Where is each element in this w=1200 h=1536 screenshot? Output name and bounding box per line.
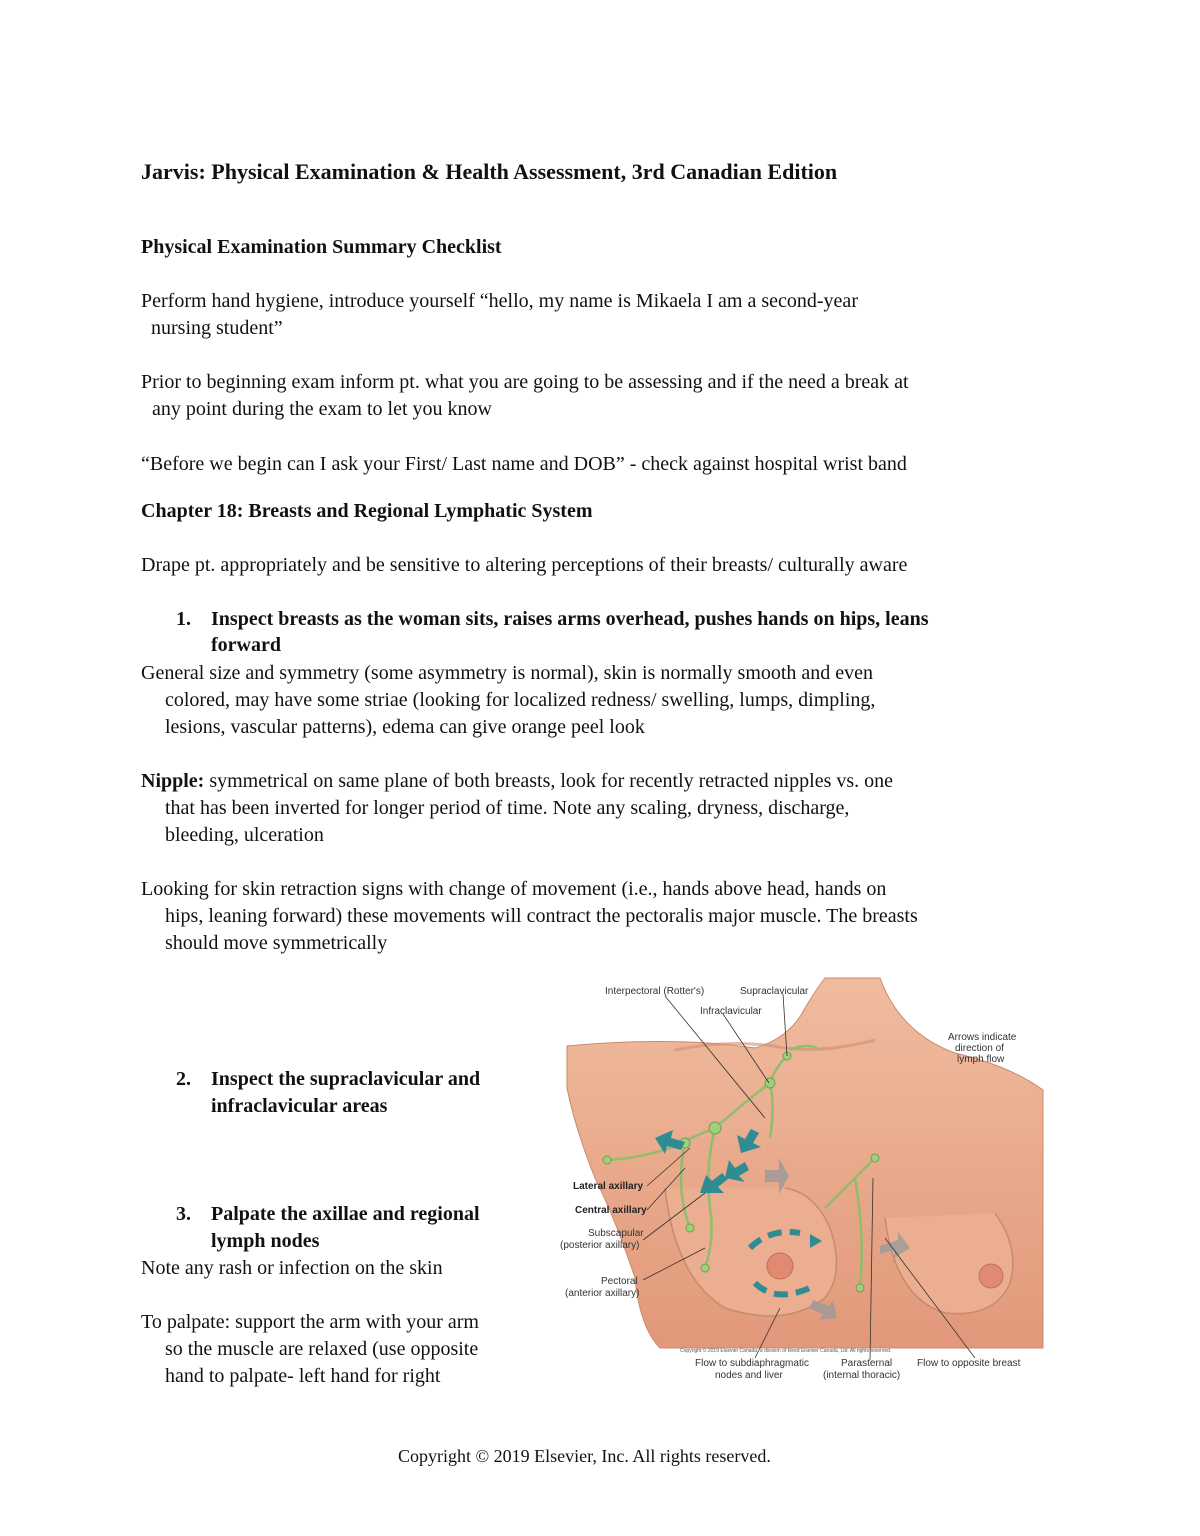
label-parasternal-1: Parasternal	[841, 1358, 893, 1369]
label-arrows-2: direction of	[955, 1043, 1004, 1054]
label-arrows-3: lymph flow	[957, 1054, 1005, 1065]
document-title: Jarvis: Physical Examination & Health Assessment, 3rd Canadian Edition	[141, 159, 838, 184]
label-subscapular-2: (posterior axillary)	[560, 1240, 640, 1251]
figure-copyright: Copyright © 2019 Elsevier Canada, a division of Reed Elsevier Canada, Ltd. All rights reserved.	[680, 1348, 892, 1354]
chapter-heading: Chapter 18: Breasts and Regional Lymphatic System	[141, 500, 593, 522]
label-pectoral-2: (anterior axillary)	[565, 1288, 640, 1299]
step-3-number: 3.	[176, 1203, 191, 1225]
drape-instruction: Drape pt. appropriately and be sensitive to altering perceptions of their breasts/ culturally aware	[141, 554, 908, 576]
intro-paragraph-2	[141, 369, 909, 423]
nipple-line-1-text: symmetrical on same plane of both breasts, look for recently retracted nipples vs. one	[204, 770, 894, 792]
label-parasternal-2: (internal thoracic)	[823, 1370, 901, 1381]
palpate-paragraph	[141, 1309, 479, 1390]
nipple-line-2: that has been inverted for longer period of time. Note any scaling, dryness, discharge,	[165, 797, 850, 819]
nipple-paragraph	[141, 768, 893, 849]
left-nipple	[767, 1253, 793, 1279]
retraction-line-1: Looking for skin retraction signs with change of movement (i.e., hands above head, hands on	[141, 878, 887, 900]
right-nipple	[979, 1264, 1003, 1288]
nipple-line-1	[141, 768, 893, 795]
retraction-line-3: should move symmetrically	[165, 932, 388, 954]
step-1-title-line-2: forward	[211, 634, 281, 656]
step-2-title-line-2: infraclavicular areas	[211, 1095, 388, 1117]
general-line-3: lesions, vascular patterns), edema can give orange peel look	[165, 716, 645, 738]
step-1-title-line-1: Inspect breasts as the woman sits, raises arms overhead, pushes hands on hips, leans	[211, 608, 929, 630]
label-pectoral-1: Pectoral	[601, 1276, 638, 1287]
step-2-number: 2.	[176, 1068, 191, 1090]
palpate-line-1: To palpate: support the arm with your arm	[141, 1311, 479, 1333]
general-line-1: General size and symmetry (some asymmetry is normal), skin is normally smooth and even	[141, 662, 874, 684]
step-3-title	[211, 1201, 480, 1255]
step-1-number: 1.	[176, 608, 191, 630]
step-3-title-line-2: lymph nodes	[211, 1230, 320, 1252]
label-supraclavicular: Supraclavicular	[740, 986, 809, 997]
general-size-paragraph	[141, 660, 875, 741]
nipple-label: Nipple:	[141, 770, 205, 792]
footer-copyright: Copyright © 2019 Elsevier, Inc. All rights reserved.	[398, 1446, 771, 1466]
axilla-note: Note any rash or infection on the skin	[141, 1257, 443, 1279]
step-2-title-line-1: Inspect the supraclavicular and	[211, 1068, 481, 1090]
label-flow-subdiaphragmatic-1: Flow to subdiaphragmatic	[695, 1358, 809, 1369]
nipple-line-3: bleeding, ulceration	[165, 824, 324, 846]
lymph-drainage-illustration	[555, 978, 1045, 1381]
step-1-title	[211, 606, 929, 658]
intro-paragraph-1	[141, 288, 858, 342]
intro-paragraph-3: “Before we begin can I ask your First/ Last name and DOB” - check against hospital wrist band	[141, 453, 907, 475]
intro-paragraph-2-line-2: any point during the exam to let you know	[152, 398, 492, 420]
intro-paragraph-2-line-1: Prior to beginning exam inform pt. what you are going to be assessing and if the need a break at	[141, 371, 909, 393]
label-flow-subdiaphragmatic-2: nodes and liver	[715, 1370, 783, 1381]
general-line-2: colored, may have some striae (looking for localized redness/ swelling, lumps, dimpling,	[165, 689, 876, 711]
label-lateral-axillary: Lateral axillary	[573, 1181, 644, 1192]
label-interpectoral: Interpectoral (Rotter's)	[605, 986, 705, 997]
step-3-title-line-1: Palpate the axillae and regional	[211, 1203, 480, 1225]
palpate-line-3: hand to palpate- left hand for right	[165, 1365, 441, 1387]
lymph-drainage-figure	[555, 978, 1045, 1381]
label-flow-opposite: Flow to opposite breast	[917, 1358, 1021, 1369]
label-subscapular-1: Subscapular	[588, 1228, 644, 1239]
intro-paragraph-1-line-2: nursing student”	[151, 317, 283, 339]
retraction-line-2: hips, leaning forward) these movements will contract the pectoralis major muscle. The breasts	[165, 905, 918, 927]
label-central-axillary: Central axillary	[575, 1205, 647, 1216]
palpate-line-2: so the muscle are relaxed (use opposite	[165, 1338, 479, 1360]
retraction-paragraph	[141, 876, 918, 957]
label-infraclavicular: Infraclavicular	[700, 1006, 762, 1017]
step-2-title	[211, 1066, 480, 1120]
label-arrows-1: Arrows indicate	[948, 1032, 1017, 1043]
intro-paragraph-1-line-1: Perform hand hygiene, introduce yourself “hello, my name is Mikaela I am a second-year	[141, 290, 858, 312]
checklist-subtitle: Physical Examination Summary Checklist	[141, 236, 502, 258]
